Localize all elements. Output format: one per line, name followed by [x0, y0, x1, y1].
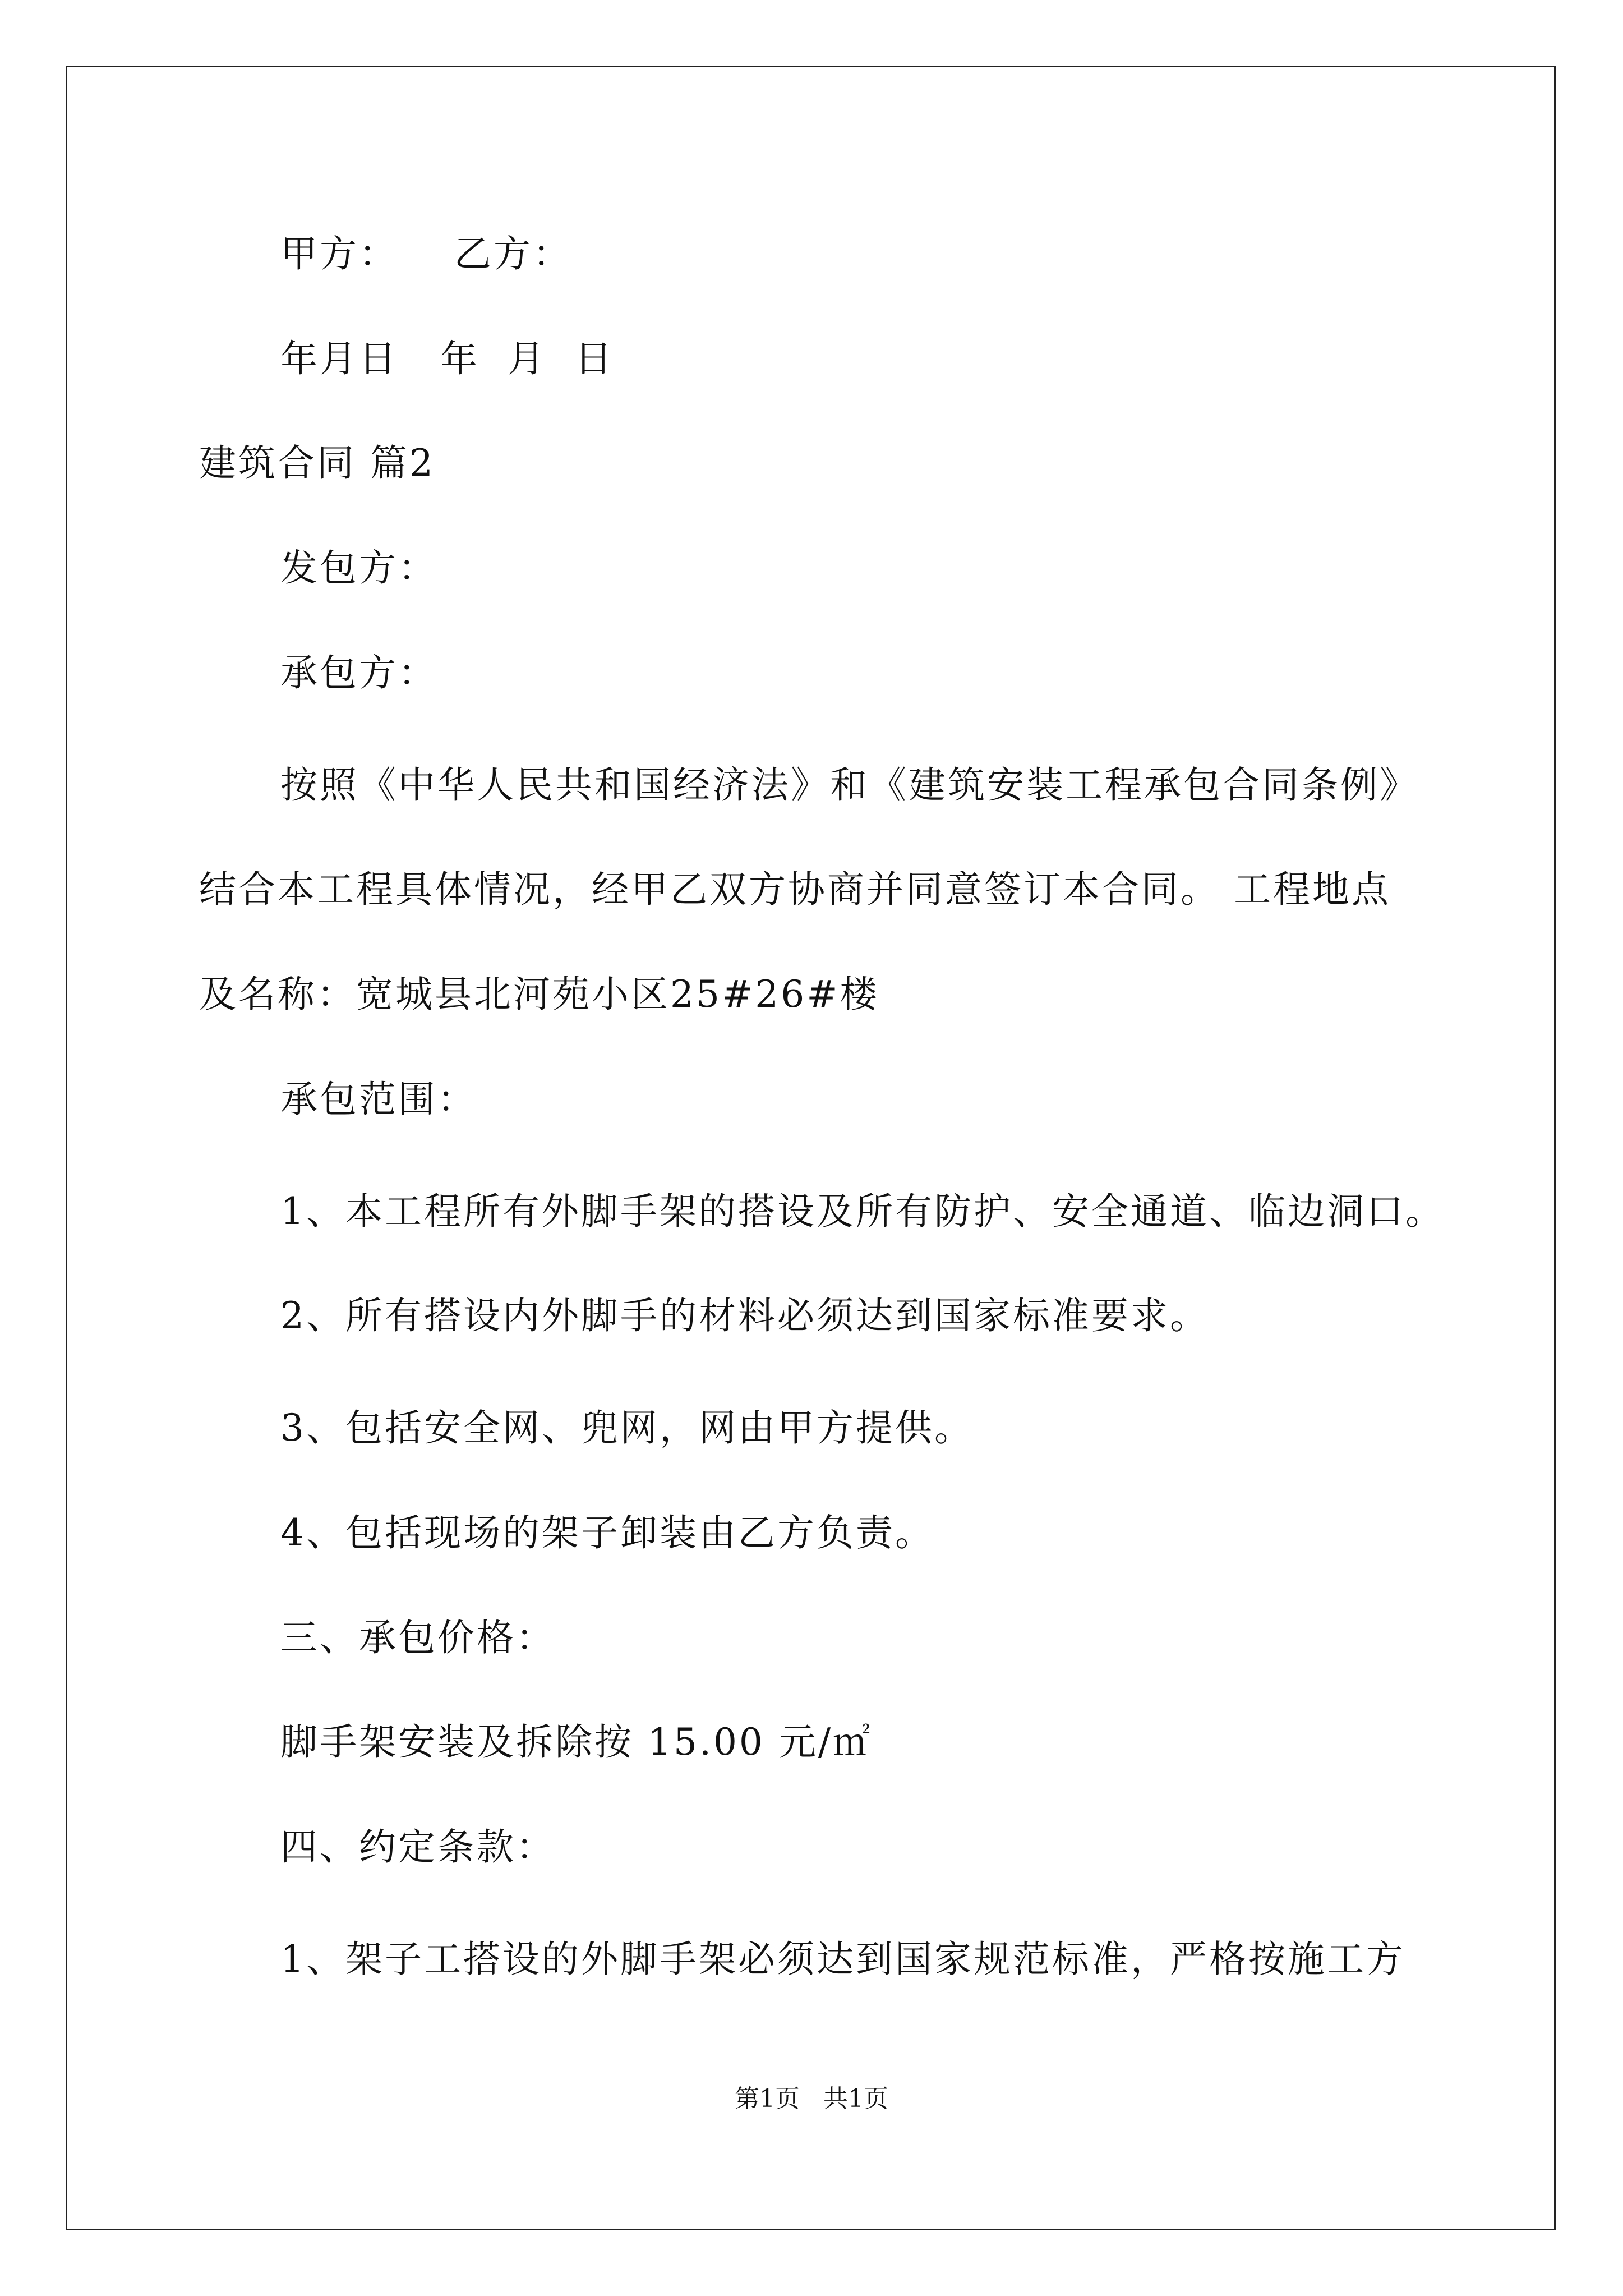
- paragraph-line: 及名称：宽城县北河苑小区25#26#楼: [199, 973, 879, 1016]
- paragraph-line: 结合本工程具体情况，经甲乙双方协商并同意签订本合同。 工程地点: [199, 868, 1391, 911]
- contractor-line: 承包方：: [280, 651, 437, 694]
- scope-item: 4、包括现场的架子卸装由乙方负责。: [280, 1511, 934, 1554]
- signature-parties-line: 甲方： 乙方：: [280, 232, 572, 275]
- terms-item: 1、架子工搭设的外脚手架必须达到国家规范标准，严格按施工方: [280, 1938, 1405, 1981]
- scope-item: 2、所有搭设内外脚手的材料必须达到国家标准要求。: [280, 1294, 1209, 1337]
- employer-line: 发包方：: [280, 546, 437, 590]
- scope-heading: 承包范围：: [280, 1078, 477, 1121]
- paragraph-line: 按照《中华人民共和国经济法》和《建筑安装工程承包合同条例》: [280, 763, 1419, 807]
- scope-item: 3、包括安全网、兜网，网由甲方提供。: [280, 1406, 974, 1450]
- page-footer: 第1页 共1页: [735, 2085, 888, 2113]
- scope-item: 1、本工程所有外脚手架的搭设及所有防护、安全通道、临边洞口。: [280, 1190, 1445, 1233]
- price-line: 脚手架安装及拆除按 15.00 元/㎡: [280, 1720, 873, 1764]
- terms-heading: 四、约定条款：: [280, 1825, 555, 1869]
- price-heading: 三、承包价格：: [280, 1616, 555, 1659]
- section-heading: 建筑合同 篇2: [199, 441, 435, 485]
- signature-date-line: 年月日 年 月 日: [280, 337, 614, 380]
- page-border: [66, 66, 1556, 2230]
